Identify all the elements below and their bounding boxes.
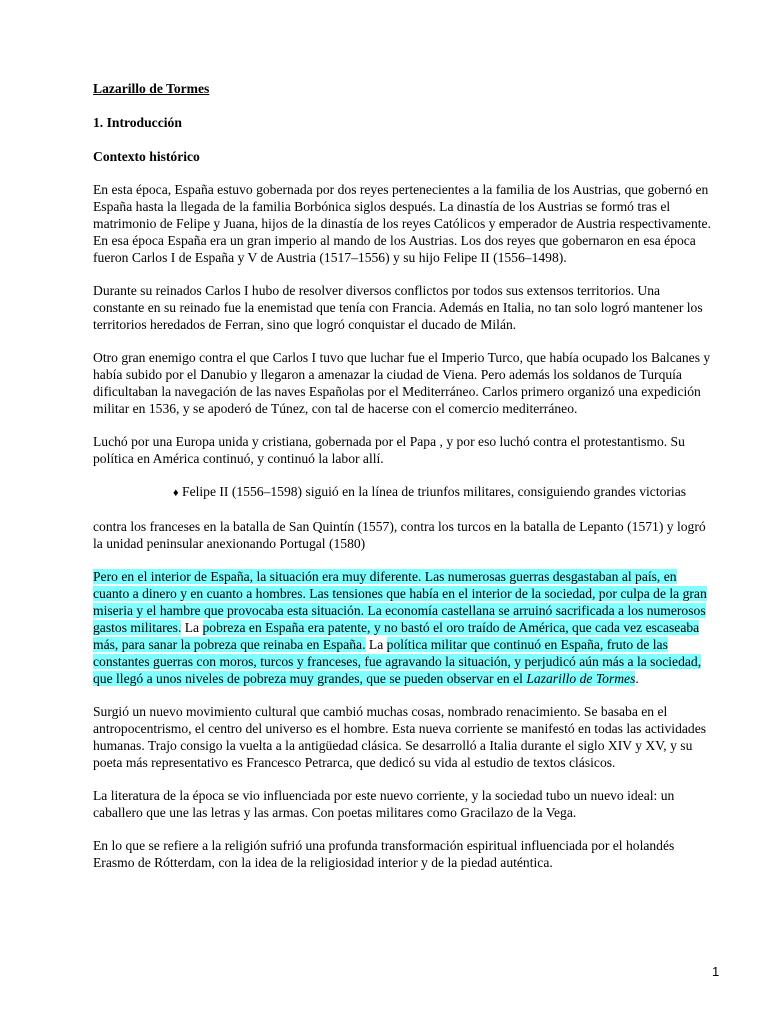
document-page bbox=[93, 80, 713, 871]
highlight-1: Pero en el interior de España, la situación era muy diferente. Las numerosas guerras desgastaban al país, en cuanto a dinero y en cuanto a hombres. Las tensiones que había en el interior de la sociedad, por culpa de la gran miseria y el hambre que provocaba esta situación. La economía castellana se arruinó sacrificada a los numerosos gastos militares. bbox=[93, 569, 707, 635]
bullet-text: Felipe II (1556–1598) siguió en la línea de triunfos militares, consiguiendo grandes victorias bbox=[182, 484, 687, 499]
paragraph-2: Durante su reinados Carlos I hubo de resolver diversos conflictos por todos sus extensos territorios. Una constante en su reinado fue la enemistad que tenía con Francia. Además en Italia, no tan solo logró mantener los territorios heredados de Ferran, sino que logró conquistar el ducado de Milán. bbox=[93, 283, 703, 332]
page-number: 1 bbox=[712, 964, 720, 979]
text-plain-1: La bbox=[181, 620, 203, 635]
highlight-2: pobreza en España era patente, y no bastó el oro traído de América, que cada vez escaseaba más, para sanar la pobreza que reinaba en España. bbox=[93, 620, 700, 652]
paragraph-6-highlighted bbox=[93, 568, 713, 687]
subsection-heading: Contexto histórico bbox=[93, 149, 200, 164]
highlight-italic-title: Lazarillo de Tormes bbox=[526, 671, 636, 686]
paragraph-7: Surgió un nuevo movimiento cultural que cambió muchas cosas, nombrado renacimiento. Se basaba en el antropocentrismo, el centro del universo es el hombre. Esta nueva corriente se manifestó en todas las actividades humanas. Trajo consigo la vuelta a la antigüedad clásica. Se desarrolló a Italia durante el siglo XIV y XV, y su poeta más representativo es Francesco Petrarca, que dedicó su vida al estudio de textos clásicos. bbox=[93, 704, 707, 770]
paragraph-5: contra los franceses en la batalla de San Quintín (1557), contra los turcos en la batalla de Lepanto (1571) y logró la unidad peninsular anexionando Portugal (1580) bbox=[93, 519, 706, 551]
text-period: . bbox=[635, 671, 639, 686]
document-title: Lazarillo de Tormes bbox=[93, 81, 210, 96]
diamond-bullet-icon: ♦ bbox=[173, 487, 179, 499]
highlight-3: política militar que continuó en España, fruto de las constantes guerras con moros, turcos y franceses, fue agravando la situación, y perjudicó aún más a la sociedad, que llegó a unos niveles de pobreza muy grandes, que se pueden observar en el bbox=[93, 637, 702, 686]
paragraph-4: Luchó por una Europa unida y cristiana, gobernada por el Papa , y por eso luchó contra el protestantismo. Su política en América continuó, y continuó la labor allí. bbox=[93, 434, 685, 466]
bullet-item bbox=[93, 483, 713, 502]
paragraph-8: La literatura de la época se vio influenciada por este nuevo corriente, y la sociedad tubo un nuevo ideal: un caballero que une las letras y las armas. Con poetas militares como Gracilazo de la Vega. bbox=[93, 788, 675, 820]
paragraph-3: Otro gran enemigo contra el que Carlos I tuvo que luchar fue el Imperio Turco, que había ocupado los Balcanes y había subido por el Danubio y llegaron a amenazar la ciudad de Viena. Pero además los soldanos de Turquía dificultaban la navegación de las naves Españolas por el Mediterráneo. Carlos primero organizó una expedición militar en 1536, y se apoderó de Túnez, con tal de hacerse con el comercio mediterráneo. bbox=[93, 350, 711, 416]
section-heading: 1. Introducción bbox=[93, 115, 182, 130]
text-plain-2: La bbox=[365, 637, 387, 652]
paragraph-9: En lo que se refiere a la religión sufrió una profunda transformación espiritual influenciada por el holandés Erasmo de Rótterdam, con la idea de la religiosidad interior y de la piedad auténtica. bbox=[93, 838, 675, 870]
paragraph-1: En esta época, España estuvo gobernada por dos reyes pertenecientes a la familia de los Austrias, que gobernó en España hasta la llegada de la familia Borbónica siglos después. La dinastía de los Austrias se formó tras el matrimonio de Felipe y Juana, hijos de la dinastía de los reyes Católicos y emperador de Austria respectivamente. En esa época España era un gran imperio al mando de los Austrias. Los dos reyes que gobernaron en esa época fueron Carlos I de España y V de Austria (1517–1556) y su hijo Felipe II (1556–1498). bbox=[93, 182, 711, 265]
